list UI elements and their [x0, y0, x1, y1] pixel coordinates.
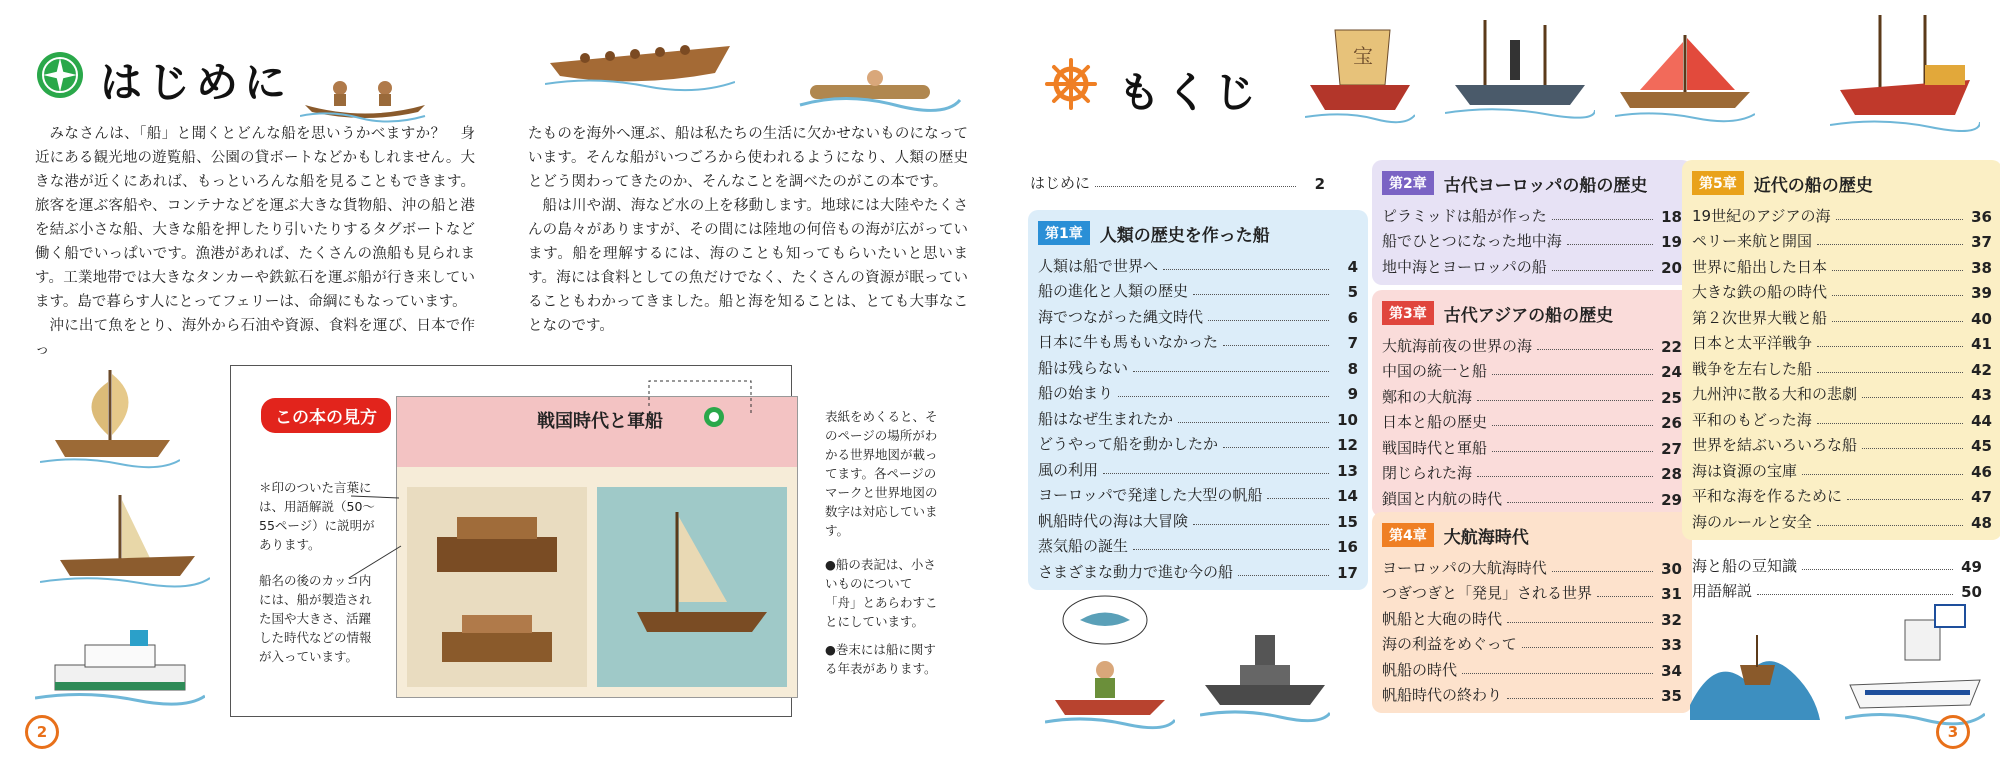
- toc-title: ヨーロッパの大航海時代: [1382, 558, 1547, 577]
- leader-dots: [1552, 219, 1653, 220]
- leader-dots: [1118, 396, 1329, 397]
- toc-row[interactable]: [1038, 505, 1358, 531]
- log-swimmer-illustration: [795, 50, 965, 120]
- toc-title: 海は資源の宝庫: [1692, 461, 1798, 480]
- chapter-toc-list: [1692, 200, 1992, 532]
- toc-title: 第２次世界大戦と船: [1692, 308, 1828, 327]
- chapter-toc-list: [1382, 200, 1682, 277]
- wave-ship-illustration: [1685, 625, 1825, 735]
- toc-title: 世界に船出した日本: [1692, 257, 1828, 276]
- toc-row[interactable]: [1382, 603, 1682, 629]
- toc-page: 42: [1971, 360, 1992, 379]
- toc-title: 帆船の時代: [1382, 660, 1458, 679]
- toc-page: 32: [1661, 610, 1682, 629]
- leader-dots: [1095, 186, 1296, 187]
- toc-page: 31: [1661, 585, 1682, 603]
- note-timeline: ●巻末には船に関する年表があります。: [825, 642, 937, 676]
- toc-title: 船でひとつになった地中海: [1382, 232, 1562, 250]
- chapter-5-box: [1682, 160, 2000, 540]
- leader-dots: [1817, 244, 1963, 245]
- toc-page: 15: [1337, 512, 1358, 531]
- chapter-title: 大航海時代: [1443, 527, 1529, 548]
- galleon-illustration: [1830, 10, 1980, 135]
- toc-title: ピラミッドは船が作った: [1382, 206, 1547, 225]
- chapter-badge: 第2章: [1382, 171, 1434, 195]
- toc-page: 2: [1314, 174, 1325, 193]
- toc-page: 9: [1347, 385, 1358, 403]
- toc-row[interactable]: [1692, 550, 1982, 576]
- leader-dots: [1757, 594, 1953, 595]
- junk-ship-illustration: [40, 490, 210, 590]
- toc-row[interactable]: [1692, 277, 1992, 303]
- toc-title: ペリー来航と開国: [1692, 232, 1813, 250]
- rowing-boat-illustration: [545, 18, 735, 93]
- leader-dots: [1537, 349, 1653, 350]
- chapter-1-box: [1028, 210, 1368, 590]
- toc-title: 閉じられた海: [1382, 464, 1473, 482]
- toc-title: 中国の統一と船: [1382, 362, 1488, 380]
- leader-dots: [1817, 423, 1963, 424]
- toc-title: 日本と船の歴史: [1382, 413, 1488, 431]
- toc-row[interactable]: [1382, 200, 1682, 226]
- toc-title: 地中海とヨーロッパの船: [1382, 257, 1547, 276]
- toc-page: 7: [1347, 334, 1358, 352]
- pointer-lines: [231, 366, 791, 716]
- leader-dots: [1103, 473, 1329, 474]
- note-ship-names: 船名の後のカッコ内には、船が製造された国や大きさ、活躍した時代などの情報が入っています。: [259, 573, 372, 664]
- toc-title: 戦争を左右した船: [1692, 359, 1813, 378]
- toc-row[interactable]: [1692, 302, 1992, 328]
- treasure-ship-illustration: [1305, 25, 1415, 125]
- toc-row[interactable]: [1692, 481, 1992, 507]
- leader-dots: [1862, 448, 1963, 449]
- chapter-4-box: [1372, 512, 1692, 713]
- leader-dots: [1462, 673, 1653, 674]
- toc-title: つぎつぎと「発見」される世界: [1382, 584, 1593, 602]
- leader-dots: [1507, 502, 1653, 503]
- leader-dots: [1507, 698, 1653, 699]
- toc-row[interactable]: [1382, 356, 1682, 382]
- chapter-heading: [1382, 170, 1682, 196]
- toc-title: 平和のもどった海: [1692, 410, 1812, 429]
- toc-row[interactable]: [1692, 379, 1992, 405]
- chapter-title: 古代アジアの船の歴史: [1443, 305, 1614, 326]
- toc-page: 38: [1971, 258, 1992, 277]
- page-title: もくじ: [1118, 68, 1263, 117]
- toc-page: 39: [1971, 284, 1992, 302]
- toc-page: 30: [1661, 559, 1682, 578]
- leader-dots: [1223, 345, 1329, 346]
- toc-row[interactable]: [1038, 531, 1358, 557]
- toc-title: 九州沖に散る大和の悲劇: [1692, 385, 1858, 403]
- toc-title: 戦国時代と軍船: [1382, 438, 1488, 457]
- chapter-badge: 第5章: [1692, 171, 1744, 195]
- toc-row[interactable]: [1038, 301, 1358, 327]
- toc-row[interactable]: [1382, 226, 1682, 252]
- page-number: 2: [25, 715, 59, 749]
- how-to-read-badge: この本の見方: [261, 398, 391, 433]
- spread-title: 戦国時代と軍船: [537, 411, 663, 432]
- leader-dots: [1817, 346, 1963, 347]
- toc-title: 帆船時代の海は大冒険: [1038, 511, 1189, 530]
- toc-page: 46: [1971, 462, 1992, 481]
- chapter-heading: [1382, 300, 1682, 326]
- toc-page: 43: [1971, 386, 1992, 404]
- leader-dots: [1492, 451, 1653, 452]
- leader-dots: [1178, 422, 1329, 423]
- chapter-heading: [1038, 220, 1358, 246]
- toc-page: 12: [1337, 436, 1358, 454]
- toc-row[interactable]: [1692, 404, 1992, 430]
- toc-row[interactable]: [1038, 250, 1358, 276]
- chapter-title: 人類の歴史を作った船: [1099, 225, 1270, 246]
- chapter-badge: 第1章: [1038, 221, 1090, 245]
- toc-title: 平和な海を作るために: [1692, 487, 1843, 505]
- svg-text:宝: 宝: [1353, 44, 1373, 68]
- toc-title: 鎖国と内航の時代: [1382, 489, 1503, 508]
- leader-dots: [1597, 596, 1653, 597]
- toc-row[interactable]: [1692, 455, 1992, 481]
- chapter-heading: [1692, 170, 1992, 196]
- toc-title: 海の利益をめぐって: [1382, 635, 1517, 653]
- leader-dots: [1477, 400, 1653, 401]
- toc-page: 8: [1347, 359, 1358, 378]
- leader-dots: [1832, 270, 1963, 271]
- toc-page: 18: [1661, 207, 1682, 226]
- leader-dots: [1862, 397, 1963, 398]
- toc-row[interactable]: [1038, 276, 1358, 302]
- chapter-toc-list: [1382, 552, 1682, 705]
- leader-dots: [1477, 476, 1653, 477]
- toc-page: 19: [1661, 233, 1682, 251]
- toc-title: ヨーロッパで発達した大型の帆船: [1038, 486, 1263, 504]
- fisherman-illustration: [1045, 590, 1175, 730]
- toc-page: 17: [1337, 563, 1358, 582]
- chapter-badge: 第3章: [1382, 301, 1434, 325]
- how-to-read-box: [230, 365, 792, 717]
- leader-dots: [1552, 270, 1653, 271]
- leader-dots: [1847, 499, 1963, 500]
- toc-row[interactable]: [1038, 480, 1358, 506]
- leader-dots: [1802, 474, 1963, 475]
- chapter-2-box: [1372, 160, 1692, 285]
- toc-title: 用語解説: [1692, 582, 1753, 600]
- ferry-illustration: [35, 610, 205, 710]
- leader-dots: [1223, 447, 1329, 448]
- toc-intro-entry[interactable]: [1030, 167, 1325, 193]
- toc-row[interactable]: [1692, 251, 1992, 277]
- toc-row[interactable]: [1692, 226, 1992, 252]
- toc-page: 28: [1661, 465, 1682, 483]
- leader-dots: [1267, 498, 1329, 499]
- toc-page: 41: [1971, 335, 1992, 353]
- toc-row[interactable]: [1382, 552, 1682, 578]
- toc-title: 船の進化と人類の歴史: [1038, 282, 1189, 300]
- chapter-title: 近代の船の歴史: [1753, 175, 1873, 196]
- toc-page: 35: [1661, 687, 1682, 705]
- toc-row[interactable]: [1382, 330, 1682, 356]
- toc-page: 5: [1347, 283, 1358, 301]
- toc-page: 27: [1661, 439, 1682, 458]
- toc-row[interactable]: [1692, 576, 1982, 602]
- toc-title: 海のルールと安全: [1692, 512, 1812, 531]
- leader-dots: [1507, 622, 1653, 623]
- toc-title: 海と船の豆知識: [1692, 556, 1798, 575]
- leader-dots: [1208, 320, 1329, 321]
- toc-row[interactable]: [1038, 378, 1358, 404]
- toc-page: 49: [1961, 557, 1982, 576]
- toc-row[interactable]: [1382, 407, 1682, 433]
- page-title: はじめに: [100, 58, 293, 107]
- toc-row[interactable]: [1692, 506, 1992, 532]
- leader-dots: [1492, 374, 1653, 375]
- toc-page: 14: [1337, 487, 1358, 505]
- toc-page: 6: [1347, 308, 1358, 327]
- intro-column-2: [528, 122, 968, 338]
- toc-row[interactable]: [1692, 200, 1992, 226]
- toc-row[interactable]: [1692, 353, 1992, 379]
- toc-row[interactable]: [1382, 251, 1682, 277]
- toc-appendix: [1692, 550, 1982, 601]
- page-number: 3: [1936, 715, 1970, 749]
- compass-icon: [35, 50, 85, 100]
- chapter-3-box: [1372, 290, 1692, 517]
- toc-row[interactable]: [1030, 167, 1325, 193]
- toc-title: 人類は船で世界へ: [1038, 256, 1159, 275]
- intro-paragraph: みなさんは、「船」と聞くとどんな船を思いうかべますか？ 身近にある観光地の遊覧船、公園の貸ボートなどかもしれません。大きな港が近くにあれば、もっといろんな船を見ることもできます。旅客を運ぶ客船や、コンテナなどを運ぶ大きな貨物船、沖の船と港を結ぶ小さな船、大きな船を押したり引いたりするタグボートなど働く船でいっぱいです。漁港があれば、たくさんの漁船も見られます。工業地帯では大きなタンカーや鉄鉱石を運ぶ船が行き来しています。島で暮らす人にとってフェリーは、命綱にもなっています。: [35, 126, 475, 310]
- toc-page: 34: [1661, 661, 1682, 680]
- intro-column-1: [35, 122, 475, 362]
- toc-title: 蒸気船の誕生: [1038, 537, 1129, 555]
- intro-paragraph: 船は川や湖、海など水の上を移動します。地球には大陸やたくさんの島々がありますが、その間には陸地の何倍もの海が広がっています。船を理解するには、海のことも知ってもらいたいと思います。海には食料としての魚だけでなく、たくさんの資源が眠っていることもわかってきました。船と海を知ることは、とても大事なことなのです。: [528, 198, 968, 334]
- note-map: 表紙をめくると、そのページの場所がわかる世界地図が載ってます。各ページのマークと世界地図の数字は対応しています。: [825, 409, 938, 538]
- leader-dots: [1836, 219, 1964, 220]
- toc-page: 22: [1661, 337, 1682, 356]
- intro-paragraph: 沖に出て魚をとり、海外から石油や資源、食料を運び、日本で作っ: [35, 318, 475, 358]
- toc-row[interactable]: [1382, 458, 1682, 484]
- toc-page: 29: [1661, 490, 1682, 509]
- toc-row[interactable]: [1038, 403, 1358, 429]
- paddle-steamer-illustration: [1445, 15, 1595, 125]
- toc-title: 船の始まり: [1038, 384, 1114, 402]
- toc-row[interactable]: [1038, 327, 1358, 353]
- toc-row[interactable]: [1382, 680, 1682, 706]
- battleship-illustration: [1200, 620, 1330, 730]
- toc-title: 世界を結ぶいろいろな船: [1692, 436, 1858, 454]
- ship-wheel-icon: [1045, 58, 1097, 110]
- toc-page: 33: [1661, 636, 1682, 654]
- note-small-boats: ●船の表記は、小さいものについて「舟」とあらわすことにしています。: [825, 557, 938, 629]
- leader-dots: [1238, 575, 1329, 576]
- toc-row[interactable]: [1382, 629, 1682, 655]
- leader-dots: [1133, 371, 1329, 372]
- leader-dots: [1133, 549, 1329, 550]
- sailing-ship-illustration: [40, 360, 180, 470]
- right-page: [1000, 0, 2000, 767]
- toc-title: 日本と太平洋戦争: [1692, 334, 1813, 352]
- toc-page: 24: [1661, 363, 1682, 381]
- toc-title: 船は残らない: [1038, 358, 1129, 377]
- toc-title: 大航海前夜の世界の海: [1382, 336, 1533, 355]
- leader-dots: [1522, 647, 1653, 648]
- chapter-toc-list: [1382, 330, 1682, 509]
- toc-title: さまざまな動力で進む今の船: [1038, 562, 1234, 581]
- leader-dots: [1802, 569, 1953, 570]
- leader-dots: [1552, 571, 1653, 572]
- chapter-badge: 第4章: [1382, 523, 1434, 547]
- leader-dots: [1567, 244, 1653, 245]
- toc-title: 海でつながった縄文時代: [1038, 307, 1204, 326]
- patrol-ship-illustration: [1845, 600, 1985, 735]
- chapter-title: 古代ヨーロッパの船の歴史: [1443, 175, 1648, 196]
- leader-dots: [1817, 525, 1963, 526]
- toc-row[interactable]: [1692, 328, 1992, 354]
- toc-row[interactable]: [1382, 578, 1682, 604]
- leader-dots: [1193, 294, 1329, 295]
- galley-illustration: [1615, 30, 1755, 125]
- toc-row[interactable]: [1038, 454, 1358, 480]
- toc-page: 25: [1661, 388, 1682, 407]
- toc-row[interactable]: [1692, 430, 1992, 456]
- toc-title: 帆船と大砲の時代: [1382, 609, 1503, 628]
- leader-dots: [1817, 372, 1963, 373]
- toc-page: 37: [1971, 233, 1992, 251]
- toc-title: 風の利用: [1038, 460, 1099, 479]
- toc-title: どうやって船を動かしたか: [1038, 435, 1219, 453]
- toc-page: 40: [1971, 309, 1992, 328]
- toc-row[interactable]: [1382, 483, 1682, 509]
- toc-page: 20: [1661, 258, 1682, 277]
- intro-paragraph: たものを海外へ運ぶ、船は私たちの生活に欠かせないものになっています。そんな船がいつごろから使われるようになり、人類の歴史とどう関わってきたのか、そんなことを調べたのがこの本です。: [528, 126, 968, 190]
- note-glossary: ＊印のついた言葉には、用語解説（50〜55ページ）に説明があります。: [259, 480, 375, 552]
- toc-page: 16: [1337, 538, 1358, 556]
- leader-dots: [1832, 321, 1963, 322]
- toc-page: 36: [1971, 207, 1992, 226]
- toc-title: はじめに: [1030, 173, 1091, 192]
- toc-page: 47: [1971, 488, 1992, 506]
- leader-dots: [1832, 295, 1963, 296]
- toc-title: 19世紀のアジアの海: [1692, 206, 1831, 225]
- toc-page: 50: [1961, 583, 1982, 601]
- toc-page: 13: [1337, 461, 1358, 480]
- toc-page: 45: [1971, 437, 1992, 455]
- toc-row[interactable]: [1038, 556, 1358, 582]
- canoe-illustration: [300, 60, 430, 125]
- toc-page: 4: [1347, 257, 1358, 276]
- chapter-toc-list: [1038, 250, 1358, 582]
- toc-page: 26: [1661, 414, 1682, 432]
- toc-title: 船はなぜ生まれたか: [1038, 409, 1174, 428]
- toc-title: 大きな鉄の船の時代: [1692, 283, 1828, 301]
- toc-row[interactable]: [1382, 432, 1682, 458]
- leader-dots: [1163, 269, 1329, 270]
- toc-row[interactable]: [1382, 654, 1682, 680]
- toc-page: 10: [1337, 410, 1358, 429]
- toc-row[interactable]: [1038, 352, 1358, 378]
- toc-title: 鄭和の大航海: [1382, 387, 1473, 406]
- toc-page: 44: [1971, 411, 1992, 430]
- leader-dots: [1193, 524, 1329, 525]
- toc-title: 帆船時代の終わり: [1382, 686, 1503, 704]
- chapter-heading: [1382, 522, 1682, 548]
- toc-row[interactable]: [1038, 429, 1358, 455]
- toc-page: 48: [1971, 513, 1992, 532]
- toc-title: 日本に牛も馬もいなかった: [1038, 333, 1219, 351]
- toc-row[interactable]: [1382, 381, 1682, 407]
- leader-dots: [1492, 425, 1653, 426]
